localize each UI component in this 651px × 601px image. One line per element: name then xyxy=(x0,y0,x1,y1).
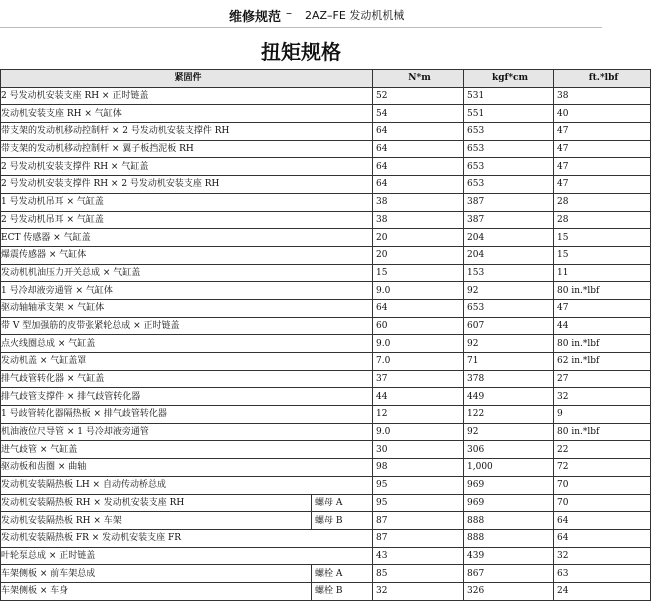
cell-nm: 32 xyxy=(373,582,464,600)
cell-ft: 70 xyxy=(554,476,651,494)
cell-ft: 38 xyxy=(554,87,651,105)
table-row xyxy=(1,105,651,123)
cell-kgf: 551 xyxy=(464,105,554,123)
cell-nm: 54 xyxy=(373,105,464,123)
table-row xyxy=(1,512,651,530)
table-row xyxy=(1,582,651,600)
cell-part: 爆震传感器 × 气缸体 xyxy=(1,246,373,264)
cell-kgf: 92 xyxy=(464,282,554,300)
page-title: 扭矩规格 xyxy=(261,40,341,64)
table-row xyxy=(1,87,651,105)
table-header-row xyxy=(1,70,651,88)
table-row xyxy=(1,406,651,424)
cell-nm: 30 xyxy=(373,441,464,459)
cell-kgf: 92 xyxy=(464,335,554,353)
cell-part: 发动机安装隔热板 LH × 自动传动桥总成 xyxy=(1,476,373,494)
torque-spec-table xyxy=(0,69,651,601)
table-row xyxy=(1,459,651,477)
cell-nm: 20 xyxy=(373,246,464,264)
table-row xyxy=(1,423,651,441)
table-row xyxy=(1,335,651,353)
cell-nm: 98 xyxy=(373,459,464,477)
cell-part: 发动机安装隔热板 FR × 发动机安装支座 FR xyxy=(1,529,373,547)
cell-nm: 87 xyxy=(373,512,464,530)
cell-ft: 32 xyxy=(554,547,651,565)
cell-ft: 15 xyxy=(554,229,651,247)
cell-kgf: 204 xyxy=(464,246,554,264)
cell-nm: 95 xyxy=(373,476,464,494)
cell-part: 车架侧板 × 车身 xyxy=(1,582,312,600)
table-row xyxy=(1,441,651,459)
cell-ft: 70 xyxy=(554,494,651,512)
table-row xyxy=(1,140,651,158)
table-row xyxy=(1,264,651,282)
cell-nm: 64 xyxy=(373,140,464,158)
cell-kgf: 653 xyxy=(464,158,554,176)
cell-kgf: 378 xyxy=(464,370,554,388)
cell-ft: 28 xyxy=(554,211,651,229)
cell-kgf: 306 xyxy=(464,441,554,459)
table-row xyxy=(1,494,651,512)
table-row xyxy=(1,158,651,176)
cell-part: 2 号发动机吊耳 × 气缸盖 xyxy=(1,211,373,229)
col-header-nm: N*m xyxy=(373,70,464,88)
table-row xyxy=(1,176,651,194)
cell-kgf: 71 xyxy=(464,353,554,371)
cell-kgf: 531 xyxy=(464,87,554,105)
table-row xyxy=(1,282,651,300)
cell-nm: 37 xyxy=(373,370,464,388)
header-rule xyxy=(0,27,602,28)
cell-ft: 11 xyxy=(554,264,651,282)
table-row xyxy=(1,123,651,141)
cell-nm: 9.0 xyxy=(373,423,464,441)
cell-kgf: 326 xyxy=(464,582,554,600)
cell-kgf: 92 xyxy=(464,423,554,441)
cell-kgf: 153 xyxy=(464,264,554,282)
cell-part: 2 号发动机安装支撑件 RH × 气缸盖 xyxy=(1,158,373,176)
cell-nm: 9.0 xyxy=(373,282,464,300)
cell-kgf: 439 xyxy=(464,547,554,565)
table-row xyxy=(1,317,651,335)
cell-kgf: 387 xyxy=(464,211,554,229)
cell-part: 车架侧板 × 前车架总成 xyxy=(1,565,312,583)
cell-part: ECT 传感器 × 气缸盖 xyxy=(1,229,373,247)
cell-part: 发动机安装支座 RH × 气缸体 xyxy=(1,105,373,123)
table-row xyxy=(1,299,651,317)
header-subtitle: 2AZ–FE 发动机机械 xyxy=(305,9,405,22)
table-row xyxy=(1,246,651,264)
cell-part: 发动机安装隔热板 RH × 发动机安装支座 RH xyxy=(1,494,312,512)
table-row xyxy=(1,529,651,547)
cell-ft: 72 xyxy=(554,459,651,477)
table-row xyxy=(1,229,651,247)
header-separator: – xyxy=(286,6,292,20)
cell-ft: 64 xyxy=(554,512,651,530)
table-row xyxy=(1,388,651,406)
cell-kgf: 867 xyxy=(464,565,554,583)
cell-ft: 9 xyxy=(554,406,651,424)
cell-ft: 27 xyxy=(554,370,651,388)
cell-nm: 95 xyxy=(373,494,464,512)
cell-nm: 38 xyxy=(373,211,464,229)
cell-part: 1 号冷却液旁通管 × 气缸体 xyxy=(1,282,373,300)
cell-nm: 15 xyxy=(373,264,464,282)
cell-part: 2 号发动机安装支撑件 RH × 2 号发动机安装支座 RH xyxy=(1,176,373,194)
header-title: 维修规范 xyxy=(229,10,282,25)
cell-ft: 47 xyxy=(554,299,651,317)
table-row xyxy=(1,353,651,371)
cell-part: 排气歧管支撑件 × 排气歧管转化器 xyxy=(1,388,373,406)
cell-part: 机油液位尺导管 × 1 号冷却液旁通管 xyxy=(1,423,373,441)
cell-nm: 7.0 xyxy=(373,353,464,371)
cell-nm: 44 xyxy=(373,388,464,406)
cell-part: 叶轮泵总成 × 正时链盖 xyxy=(1,547,373,565)
table-row xyxy=(1,547,651,565)
cell-part: 带支架的发动机移动控制杆 × 2 号发动机安装支撑件 RH xyxy=(1,123,373,141)
cell-nm: 52 xyxy=(373,87,464,105)
page-header xyxy=(0,0,602,28)
cell-kgf: 122 xyxy=(464,406,554,424)
cell-note: 螺栓 B xyxy=(312,582,373,600)
table-row xyxy=(1,370,651,388)
cell-nm: 64 xyxy=(373,299,464,317)
cell-part: 点火线圈总成 × 气缸盖 xyxy=(1,335,373,353)
cell-part: 进气歧管 × 气缸盖 xyxy=(1,441,373,459)
cell-ft: 62 in.*lbf xyxy=(554,353,651,371)
cell-nm: 9.0 xyxy=(373,335,464,353)
cell-kgf: 204 xyxy=(464,229,554,247)
cell-nm: 64 xyxy=(373,158,464,176)
cell-ft: 64 xyxy=(554,529,651,547)
cell-nm: 85 xyxy=(373,565,464,583)
cell-ft: 40 xyxy=(554,105,651,123)
cell-part: 发动机机油压力开关总成 × 气缸盖 xyxy=(1,264,373,282)
table-body xyxy=(1,87,651,600)
cell-ft: 28 xyxy=(554,193,651,211)
cell-nm: 38 xyxy=(373,193,464,211)
cell-ft: 15 xyxy=(554,246,651,264)
cell-nm: 87 xyxy=(373,529,464,547)
cell-nm: 20 xyxy=(373,229,464,247)
cell-note: 螺母 A xyxy=(312,494,373,512)
cell-part: 排气歧管转化器 × 气缸盖 xyxy=(1,370,373,388)
cell-note: 螺栓 A xyxy=(312,565,373,583)
col-header-kgf: kgf*cm xyxy=(464,70,554,88)
cell-ft: 80 in.*lbf xyxy=(554,423,651,441)
cell-nm: 64 xyxy=(373,123,464,141)
cell-ft: 24 xyxy=(554,582,651,600)
cell-part: 发动机安装隔热板 RH × 车架 xyxy=(1,512,312,530)
cell-kgf: 888 xyxy=(464,512,554,530)
cell-part: 驱动轴轴承支架 × 气缸体 xyxy=(1,299,373,317)
cell-part: 驱动板和齿圈 × 曲轴 xyxy=(1,459,373,477)
cell-kgf: 969 xyxy=(464,476,554,494)
cell-note: 螺母 B xyxy=(312,512,373,530)
cell-kgf: 969 xyxy=(464,494,554,512)
cell-kgf: 653 xyxy=(464,140,554,158)
cell-kgf: 449 xyxy=(464,388,554,406)
cell-ft: 80 in.*lbf xyxy=(554,335,651,353)
cell-ft: 63 xyxy=(554,565,651,583)
cell-part: 1 号歧管转化器隔热板 × 排气歧管转化器 xyxy=(1,406,373,424)
cell-ft: 22 xyxy=(554,441,651,459)
cell-kgf: 653 xyxy=(464,299,554,317)
cell-kgf: 888 xyxy=(464,529,554,547)
cell-ft: 44 xyxy=(554,317,651,335)
cell-ft: 47 xyxy=(554,176,651,194)
cell-part: 发动机盖 × 气缸盖罩 xyxy=(1,353,373,371)
cell-ft: 32 xyxy=(554,388,651,406)
cell-ft: 80 in.*lbf xyxy=(554,282,651,300)
col-header-part: 紧固件 xyxy=(1,70,373,88)
cell-kgf: 387 xyxy=(464,193,554,211)
cell-nm: 60 xyxy=(373,317,464,335)
col-header-ft: ft.*lbf xyxy=(554,70,651,88)
cell-kgf: 653 xyxy=(464,123,554,141)
cell-ft: 47 xyxy=(554,140,651,158)
cell-part: 2 号发动机安装支座 RH × 正时链盖 xyxy=(1,87,373,105)
table-row xyxy=(1,193,651,211)
cell-kgf: 1,000 xyxy=(464,459,554,477)
cell-part: 带 V 型加强筋的皮带张紧轮总成 × 正时链盖 xyxy=(1,317,373,335)
cell-ft: 47 xyxy=(554,123,651,141)
cell-nm: 43 xyxy=(373,547,464,565)
table-row xyxy=(1,565,651,583)
cell-kgf: 607 xyxy=(464,317,554,335)
cell-ft: 47 xyxy=(554,158,651,176)
cell-part: 带支架的发动机移动控制杆 × 翼子板挡泥板 RH xyxy=(1,140,373,158)
table-row xyxy=(1,211,651,229)
table-row xyxy=(1,476,651,494)
cell-kgf: 653 xyxy=(464,176,554,194)
cell-nm: 12 xyxy=(373,406,464,424)
cell-nm: 64 xyxy=(373,176,464,194)
cell-part: 1 号发动机吊耳 × 气缸盖 xyxy=(1,193,373,211)
